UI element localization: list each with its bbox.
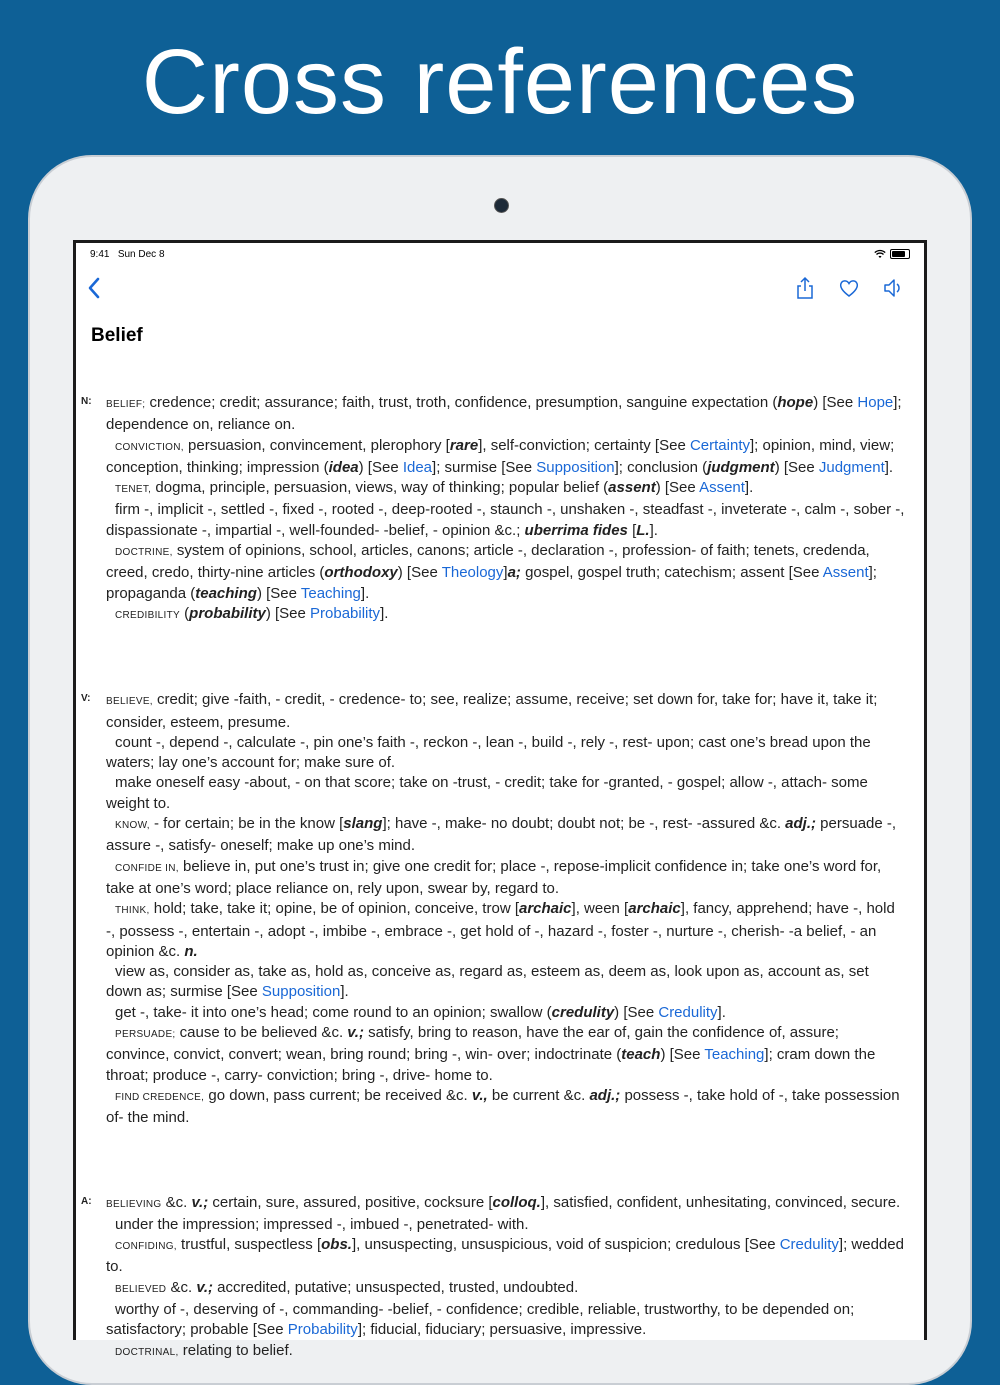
section-v: [81, 690, 906, 1128]
toolbar: [76, 273, 924, 303]
heart-icon[interactable]: [836, 275, 862, 301]
definition-paragraph: [106, 1215, 906, 1235]
definition-text: ) [See: [265, 604, 311, 622]
headword-label: CONFIDE IN,: [115, 862, 179, 874]
headword-label: BELIEVE,: [106, 696, 153, 708]
usage-note: v.;: [347, 1024, 364, 1042]
entry-content: [81, 393, 906, 1363]
usage-note: rare: [449, 436, 479, 454]
cross-reference-link[interactable]: Supposition: [536, 458, 615, 476]
definition-paragraph: [106, 1235, 906, 1278]
definition-text: ], satisfied, confident, unhesitating, convinced, secure.: [540, 1193, 901, 1211]
speaker-icon[interactable]: [880, 275, 906, 301]
usage-note: colloq.: [492, 1193, 541, 1211]
definition-text: hold; take, take it; opine, be of opinion, conceive, trow [: [149, 900, 519, 918]
status-bar: [90, 249, 910, 263]
definition-paragraph: [106, 814, 906, 857]
headword-label: THINK,: [115, 905, 150, 917]
cross-reference-link[interactable]: Judgment: [818, 458, 885, 476]
cross-reference-link[interactable]: Probability: [310, 604, 381, 622]
wifi-icon: [874, 250, 886, 259]
definition-paragraph: [106, 733, 906, 774]
definition-text: ].: [360, 584, 370, 602]
definition-text: ) [See: [358, 458, 403, 476]
usage-note: probability: [189, 604, 266, 622]
definition-text: ) [See: [655, 479, 700, 497]
usage-note: teach: [621, 1046, 661, 1064]
usage-note: v.;: [191, 1193, 209, 1211]
definition-text: persuasion, convincement, plerophory [: [183, 436, 450, 454]
definition-text: system of opinions, school, articles, canons; article -, declaration -, profession- of faith; tenets, credenda, creed, credo, thirty-nine articles (: [106, 542, 870, 582]
status-time: [90, 249, 165, 260]
definition-paragraph: [106, 690, 906, 733]
cross-reference-link[interactable]: Hope: [857, 394, 894, 411]
headword-label: TENET,: [115, 484, 152, 496]
chevron-left-icon[interactable]: [86, 275, 102, 301]
usage-note: slang: [343, 815, 383, 833]
section-n: [81, 393, 906, 626]
cross-reference-link[interactable]: Certainty: [689, 436, 750, 454]
definition-paragraph: [106, 478, 906, 500]
definition-text: &c.: [161, 1193, 192, 1211]
part-of-speech-label: N:: [81, 396, 92, 407]
definition-text: - for certain; be in the know [: [149, 815, 344, 833]
definition-paragraph: [106, 1086, 906, 1129]
definition-text: ) [See: [397, 564, 442, 582]
usage-note: adj.;: [785, 815, 817, 833]
definition-text: [: [627, 521, 637, 539]
definition-text: ].: [884, 458, 894, 476]
definition-text: accredited, putative; unsuspected, trusted, undoubted.: [213, 1278, 579, 1296]
cross-reference-link[interactable]: Assent: [822, 564, 869, 582]
definition-paragraph: [106, 393, 906, 436]
usage-note: assent: [608, 479, 656, 497]
battery-icon: [890, 249, 910, 259]
definition-text: ], ween [: [571, 900, 629, 918]
definition-text: ) [See: [614, 1003, 659, 1021]
share-icon[interactable]: [792, 275, 818, 301]
definition-text: cause to be believed &c.: [175, 1024, 348, 1042]
definition-paragraph: [106, 604, 906, 626]
date-label: Sun Dec 8: [117, 249, 165, 260]
status-icons: [874, 249, 910, 259]
headword-label: FIND CREDENCE,: [115, 1091, 205, 1103]
cross-reference-link[interactable]: Probability: [287, 1321, 358, 1339]
headline: Cross references: [141, 31, 859, 133]
app-screen: [73, 240, 927, 1359]
definition-paragraph: [106, 857, 906, 900]
definition-text: ].: [744, 479, 754, 497]
definition-text: possess -, take hold of -, take possession of- the mind.: [106, 1086, 900, 1127]
definition-text: ]; wedded to.: [106, 1236, 904, 1276]
definition-text: ], unsuspecting, unsuspicious, void of suspicion; credulous [See: [351, 1236, 780, 1254]
definition-paragraph: [106, 541, 906, 604]
usage-note: archaic: [518, 900, 572, 918]
definition-paragraph: [106, 1278, 906, 1300]
definition-text: ]; fiducial, fiduciary; persuasive, impressive.: [357, 1321, 647, 1339]
definition-paragraph: [106, 962, 906, 1003]
entry-title: Belief: [91, 325, 143, 346]
time-label: 9:41: [90, 249, 110, 260]
definition-text: satisfy, bring to reason, have the ear of, gain the confidence of, assure; convince, convict, convert; wean, bring round; bring -, win- over; indoctrinate (: [106, 1024, 839, 1064]
definition-paragraph: [106, 1300, 906, 1341]
cross-reference-link[interactable]: Supposition: [261, 983, 341, 1001]
usage-note: archaic: [628, 900, 681, 918]
definition-text: certain, sure, assured, positive, cocksure [: [208, 1193, 493, 1211]
definition-text: ]; cram down the throat; produce -, carry- conviction; bring -, drive- home to.: [106, 1046, 876, 1084]
usage-note: judgment: [707, 458, 775, 476]
definition-text: dogma, principle, persuasion, views, way of thinking; popular belief (: [151, 479, 609, 497]
definition-text: ], self-conviction; certainty [See: [478, 436, 690, 454]
definition-text: trustful, suspectless [: [176, 1236, 322, 1254]
definition-text: credence; credit; assurance; faith, trust, troth, confidence, presumption, sanguine expectation (: [145, 394, 778, 411]
definition-text: persuade -, assure -, satisfy- oneself; make up one’s mind.: [106, 815, 897, 855]
definition-text: ]; opinion, mind, view; conception, thinking; impression (: [106, 436, 895, 476]
usage-note: uberrima fides: [524, 521, 628, 539]
definition-paragraph: [106, 899, 906, 962]
definition-text: ].: [380, 604, 389, 622]
cross-reference-link[interactable]: Assent: [699, 479, 745, 497]
definition-paragraph: [106, 1003, 906, 1023]
definition-paragraph: [106, 436, 906, 479]
definition-text: count -, depend -, calculate -, pin one’s faith -, reckon -, lean -, build -, rely -, rest- upon; cast one’s bread upon the waters; lay one’s account for; make sure of.: [106, 733, 871, 772]
definition-text: make oneself easy -about, - on that score; take on -trust, - credit; take for -granted, - gospel; allow -, attach- some weight to.: [106, 774, 868, 812]
usage-note: n.: [184, 942, 198, 960]
definition-text: ]: [503, 564, 508, 582]
definition-text: ].: [340, 983, 349, 1001]
cross-reference-link[interactable]: Teaching: [704, 1046, 765, 1064]
definition-text: ]; surmise [See: [432, 458, 537, 476]
headword-label: BELIEVING: [106, 1198, 162, 1210]
usage-note: adj.;: [589, 1086, 621, 1104]
definition-text: ) [See: [774, 458, 819, 476]
definition-text: get -, take- it into one’s head; come round to an opinion; swallow (: [115, 1003, 552, 1021]
headword-label: BELIEF;: [106, 399, 146, 410]
definition-text: ]; conclusion (: [614, 458, 708, 476]
cross-reference-link[interactable]: Credulity: [658, 1003, 718, 1021]
usage-note: credulity: [551, 1003, 615, 1021]
definition-text: ]; propaganda (: [106, 564, 877, 602]
usage-note: idea: [328, 458, 359, 476]
definition-text: ].: [717, 1003, 726, 1021]
usage-note: hope: [777, 394, 814, 411]
definition-text: relating to belief.: [178, 1341, 293, 1359]
definition-text: be current &c.: [487, 1086, 590, 1104]
cross-reference-link[interactable]: Teaching: [300, 584, 361, 602]
headword-label: KNOW,: [115, 820, 150, 832]
definition-paragraph: [106, 500, 906, 541]
definition-text: credit; give -faith, - credit, - credence- to; see, realize; assume, receive; set down for, take for; have it, take it; consider, esteem, presume.: [106, 691, 878, 731]
usage-note: obs.: [321, 1236, 352, 1254]
toolbar-actions: [792, 275, 906, 301]
usage-note: a;: [507, 564, 521, 582]
definition-text: ]; have -, make- no doubt; doubt not; be -, rest- -assured &c.: [382, 815, 786, 833]
definition-text: gospel, gospel truth; catechism; assent [See: [520, 564, 823, 582]
headword-label: DOCTRINAL,: [115, 1346, 179, 1358]
definition-text: firm -, implicit -, settled -, fixed -, rooted -, deep-rooted -, staunch -, unshaken -, steadfast -, inveterate -, calm -, sober -, dispassionate -, impartial -, well-founded- -belief, - opinion &c.;: [106, 501, 905, 539]
definition-paragraph: [106, 773, 906, 814]
definition-paragraph: [106, 1341, 906, 1363]
definition-text: go down, pass current; be received &c.: [204, 1086, 472, 1104]
definition-text: ], fancy, apprehend; have -, hold -, possess -, entertain -, adopt -, imbibe -, embrace -, get hold of -, hazard -, foster -, nurture -, cherish- -a belief, - an opinion &c.: [106, 900, 895, 960]
definition-text: believe in, put one’s trust in; give one credit for; place -, repose-implicit confidence in; take one’s word for, take at one’s word; place reliance on, rely upon, swear by, regard to.: [106, 857, 882, 897]
camera-dot: [494, 198, 509, 213]
headword-label: CREDIBILITY: [115, 609, 180, 621]
cross-reference-link[interactable]: Credulity: [779, 1236, 839, 1254]
definition-text: ) [See: [660, 1046, 705, 1064]
usage-note: orthodoxy: [324, 564, 398, 582]
headword-label: PERSUADE;: [115, 1029, 176, 1041]
cross-reference-link[interactable]: Theology: [441, 564, 504, 582]
usage-note: teaching: [195, 584, 257, 602]
definition-text: ]; dependence on, reliance on.: [106, 394, 902, 434]
definition-text: &c.: [166, 1278, 197, 1296]
headword-label: DOCTRINE,: [115, 547, 173, 559]
headword-label: CONFIDING,: [115, 1241, 177, 1253]
definition-paragraph: [106, 1023, 906, 1086]
part-of-speech-label: V:: [81, 693, 91, 705]
headword-label: CONVICTION,: [115, 441, 184, 453]
definition-text: (: [179, 604, 190, 622]
usage-note: v.;: [196, 1278, 214, 1296]
definition-text: under the impression; impressed -, imbued -, penetrated- with.: [115, 1215, 529, 1233]
usage-note: L.: [636, 521, 650, 539]
usage-note: v.,: [471, 1086, 488, 1104]
definition-text: worthy of -, deserving of -, commanding- -belief, - confidence; credible, reliable, trustworthy, to be depended on; satisfactory; probable [See: [106, 1300, 855, 1339]
definition-text: ) [See: [256, 584, 301, 602]
definition-paragraph: [106, 1193, 906, 1215]
definition-text: ) [See: [813, 394, 858, 411]
definition-text: view as, consider as, take as, hold as, conceive as, regard as, esteem as, deem as, look upon as, account as, set down as; surmise [See: [106, 963, 869, 1001]
cross-reference-link[interactable]: Idea: [402, 458, 433, 476]
headword-label: BELIEVED: [115, 1283, 167, 1295]
part-of-speech-label: A:: [81, 1195, 92, 1207]
section-a: [81, 1193, 906, 1363]
definition-text: ].: [649, 521, 658, 539]
